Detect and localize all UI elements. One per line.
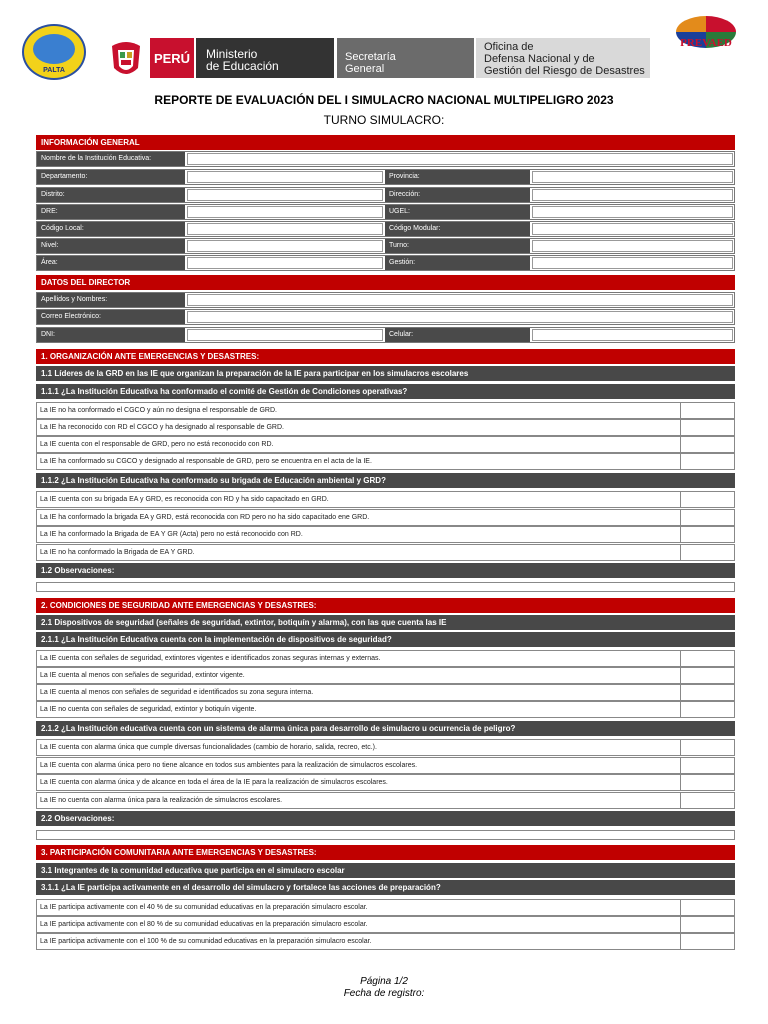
option-text: La IE cuenta con alarma única y de alcance en toda el área de la IE para la realización de simulacros escolares. [40, 779, 388, 786]
question-2-1-2: 2.1.2 ¿La Institución educativa cuenta con un sistema de alarma única para desarrollo de simulacro u ocurrencia de peligro? [36, 721, 735, 736]
oficina-line-1: Oficina de [484, 41, 534, 53]
option-row [36, 757, 735, 774]
general-right-field[interactable] [532, 189, 733, 201]
school-logo-emblem [33, 34, 75, 64]
school-name-label: Nombre de la Institución Educativa: [37, 152, 185, 166]
option-row [36, 402, 735, 419]
observations-1-2-heading: 1.2 Observaciones: [36, 563, 735, 578]
prevaed-name: PREVAED [680, 37, 732, 49]
option-row [36, 491, 735, 508]
school-logo [22, 24, 86, 80]
option-text: La IE cuenta al menos con señales de seguridad e identificados su zona segura interna. [40, 689, 314, 696]
section-2-subheading: 2.1 Dispositivos de seguridad (señales de seguridad, extintor, botiquín y alarma), con las que cuenta las IE [36, 615, 735, 630]
option-answer-box[interactable] [680, 545, 734, 560]
ministerio-line-1: Ministerio [206, 47, 258, 61]
option-text: La IE participa activamente con el 100 % de su comunidad educativas en la preparación simulacro escolar. [40, 938, 372, 945]
general-row [36, 255, 735, 271]
report-subtitle: TURNO SIMULACRO: [323, 113, 445, 127]
option-row [36, 453, 735, 470]
option-row [36, 739, 735, 756]
oficina-block [476, 38, 650, 78]
secretaria-line-1: Secretaría [345, 51, 396, 63]
option-answer-box[interactable] [680, 775, 734, 790]
option-answer-box[interactable] [680, 900, 734, 915]
option-text: La IE cuenta al menos con señales de seguridad, extintor vigente. [40, 672, 245, 679]
director-cell-field[interactable] [532, 329, 733, 341]
general-left-field[interactable] [187, 257, 383, 269]
observations-2-2-heading: 2.2 Observaciones: [36, 811, 735, 826]
registration-date-label: Fecha de registro: [343, 988, 425, 999]
observations-2-2-field[interactable] [36, 830, 735, 840]
director-dni-label: DNI: [37, 328, 185, 342]
option-row [36, 701, 735, 718]
director-names-label: Apellidos y Nombres: [37, 293, 185, 307]
general-right-field[interactable] [532, 223, 733, 235]
general-row [36, 169, 735, 185]
general-right-label: UGEL: [385, 205, 530, 219]
option-answer-box[interactable] [680, 403, 734, 418]
general-right-label: Provincia: [385, 170, 530, 184]
school-logo-label: PALTA [43, 67, 65, 74]
option-answer-box[interactable] [680, 437, 734, 452]
option-answer-box[interactable] [680, 917, 734, 932]
general-right-label: Turno: [385, 239, 530, 253]
option-text: La IE ha conformado la Brigada de EA Y GR (Acta) pero no está reconocido con RD. [40, 531, 303, 538]
option-row [36, 509, 735, 526]
question-2-1-1: 2.1.1 ¿La Institución Educativa cuenta con la implementación de dispositivos de seguridad? [36, 632, 735, 647]
option-text: La IE cuenta con el responsable de GRD, pero no está reconocido con RD. [40, 441, 274, 448]
general-row [36, 187, 735, 203]
director-cell-label: Celular: [385, 328, 530, 342]
option-text: La IE ha conformado su CGCO y designado al responsable de GRD, pero se encuentra en el acta de la IE. [40, 458, 372, 465]
section-3-heading: 3. PARTICIPACIÓN COMUNITARIA ANTE EMERGENCIAS Y DESASTRES: [36, 845, 735, 860]
general-left-label: Código Local: [37, 222, 185, 236]
section-2-heading: 2. CONDICIONES DE SEGURIDAD ANTE EMERGENCIAS Y DESASTRES: [36, 598, 735, 613]
option-text: La IE no cuenta con alarma única para la realización de simulacros escolares. [40, 796, 283, 804]
director-dni-row [36, 327, 735, 343]
secretaria-block [337, 38, 474, 78]
option-text: La IE ha reconocido con RD el CGCO y ha designado al responsable de GRD. [40, 424, 284, 431]
option-answer-box[interactable] [680, 934, 734, 949]
option-row [36, 933, 735, 950]
option-text: La IE cuenta con alarma única que cumple diversas funcionalidades (cambio de horario, salida, recreo, etc.). [40, 744, 377, 751]
general-right-field[interactable] [532, 240, 733, 252]
option-answer-box[interactable] [680, 702, 734, 717]
option-answer-box[interactable] [680, 510, 734, 525]
general-left-field[interactable] [187, 206, 383, 218]
option-row [36, 650, 735, 667]
general-right-label: Código Modular: [385, 222, 530, 236]
general-left-field[interactable] [187, 240, 383, 252]
question-1-1-1: 1.1.1 ¿La Institución Educativa ha conformado el comité de Gestión de Condiciones operativas? [36, 384, 735, 399]
option-answer-box[interactable] [680, 454, 734, 469]
option-answer-box[interactable] [680, 740, 734, 755]
general-right-field[interactable] [532, 171, 733, 183]
general-right-label: Gestión: [385, 256, 530, 270]
option-text: La IE cuenta con alarma única pero no tiene alcance en todos sus ambientes para la realización de simulacros escolares. [40, 761, 418, 769]
peru-badge: PERÚ [150, 38, 194, 78]
option-answer-box[interactable] [680, 651, 734, 666]
general-left-field[interactable] [187, 189, 383, 201]
director-email-label: Correo Electrónico: [37, 310, 185, 324]
ministerio-line-2: de Educación [206, 59, 279, 73]
school-name-field[interactable] [187, 153, 733, 165]
option-answer-box[interactable] [680, 668, 734, 683]
observations-1-2-field[interactable] [36, 582, 735, 592]
option-text: La IE no ha conformado la Brigada de EA Y GRD. [40, 548, 195, 556]
option-row [36, 667, 735, 684]
section-3-subheading: 3.1 Integrantes de la comunidad educativa que participa en el simulacro escolar [36, 863, 735, 878]
option-text: La IE participa activamente con el 40 % de su comunidad educativas en la preparación simulacro escolar. [40, 904, 368, 911]
option-text: La IE cuenta con señales de seguridad, extintores vigentes e identificados zonas seguras internas y externas. [40, 655, 381, 662]
option-row [36, 899, 735, 916]
director-names-row [36, 292, 735, 308]
option-answer-box[interactable] [680, 685, 734, 700]
general-left-label: Departamento: [37, 170, 185, 184]
general-row [36, 221, 735, 237]
option-answer-box[interactable] [680, 758, 734, 773]
general-left-label: Área: [37, 256, 185, 270]
general-row [36, 204, 735, 220]
option-text: La IE participa activamente con el 80 % de su comunidad educativas en la preparación simulacro escolar. [40, 921, 368, 928]
question-3-1-1: 3.1.1 ¿La IE participa activamente en el desarrollo del simulacro y fortalece las acciones de preparación? [36, 880, 735, 895]
coat-of-arms-icon [108, 40, 144, 80]
general-right-label: Dirección: [385, 188, 530, 202]
director-email-row [36, 309, 735, 325]
option-answer-box[interactable] [680, 420, 734, 435]
option-text: La IE no cuenta con señales de seguridad, extintor y botiquín vigente. [40, 706, 257, 713]
option-answer-box[interactable] [680, 793, 734, 808]
general-left-field[interactable] [187, 171, 383, 183]
option-row [36, 526, 735, 543]
general-left-label: Nivel: [37, 239, 185, 253]
option-row [36, 916, 735, 933]
secretaria-line-2: General [345, 63, 385, 75]
prevaed-logo [666, 16, 746, 76]
option-row [36, 436, 735, 453]
oficina-line-3: Gestión del Riesgo de Desastres [484, 65, 645, 77]
oficina-line-2: Defensa Nacional y de [484, 53, 595, 65]
report-title: REPORTE DE EVALUACIÓN DEL I SIMULACRO NACIONAL MULTIPELIGRO 2023 [154, 93, 614, 107]
general-left-field[interactable] [187, 223, 383, 235]
director-email-field[interactable] [187, 311, 733, 323]
general-left-label: DRE: [37, 205, 185, 219]
option-row [36, 684, 735, 701]
option-text: La IE no ha conformado el CGCO y aún no designa el responsable de GRD. [40, 407, 277, 414]
general-right-field[interactable] [532, 257, 733, 269]
ministerio-block [196, 38, 334, 78]
director-names-field[interactable] [187, 294, 733, 306]
director-dni-field[interactable] [187, 329, 383, 341]
option-answer-box[interactable] [680, 527, 734, 542]
option-row [36, 419, 735, 436]
section-general-heading: INFORMACIÓN GENERAL [36, 135, 735, 150]
option-text: La IE cuenta con su brigada EA y GRD, es reconocida con RD y ha sido capacitado en GRD. [40, 496, 329, 503]
general-left-label: Distrito: [37, 188, 185, 202]
general-row [36, 238, 735, 254]
option-row [36, 774, 735, 791]
option-text: La IE ha conformado la brigada EA y GRD, está reconocida con RD pero no ha sido capacitado ene GRD. [40, 513, 370, 521]
section-director-heading: DATOS DEL DIRECTOR [36, 275, 735, 290]
option-row [36, 792, 735, 809]
section-1-heading: 1. ORGANIZACIÓN ANTE EMERGENCIAS Y DESASTRES: [36, 349, 735, 364]
question-1-1-2: 1.1.2 ¿La Institución Educativa ha conformado su brigada de Educación ambiental y GRD? [36, 473, 735, 488]
section-1-subheading: 1.1 Líderes de la GRD en las IE que organizan la preparación de la IE para participar en los simulacros escolares [36, 366, 735, 381]
option-row [36, 544, 735, 561]
page-number: Página 1/2 [360, 976, 408, 987]
school-name-row [36, 151, 735, 167]
general-right-field[interactable] [532, 206, 733, 218]
option-answer-box[interactable] [680, 492, 734, 507]
